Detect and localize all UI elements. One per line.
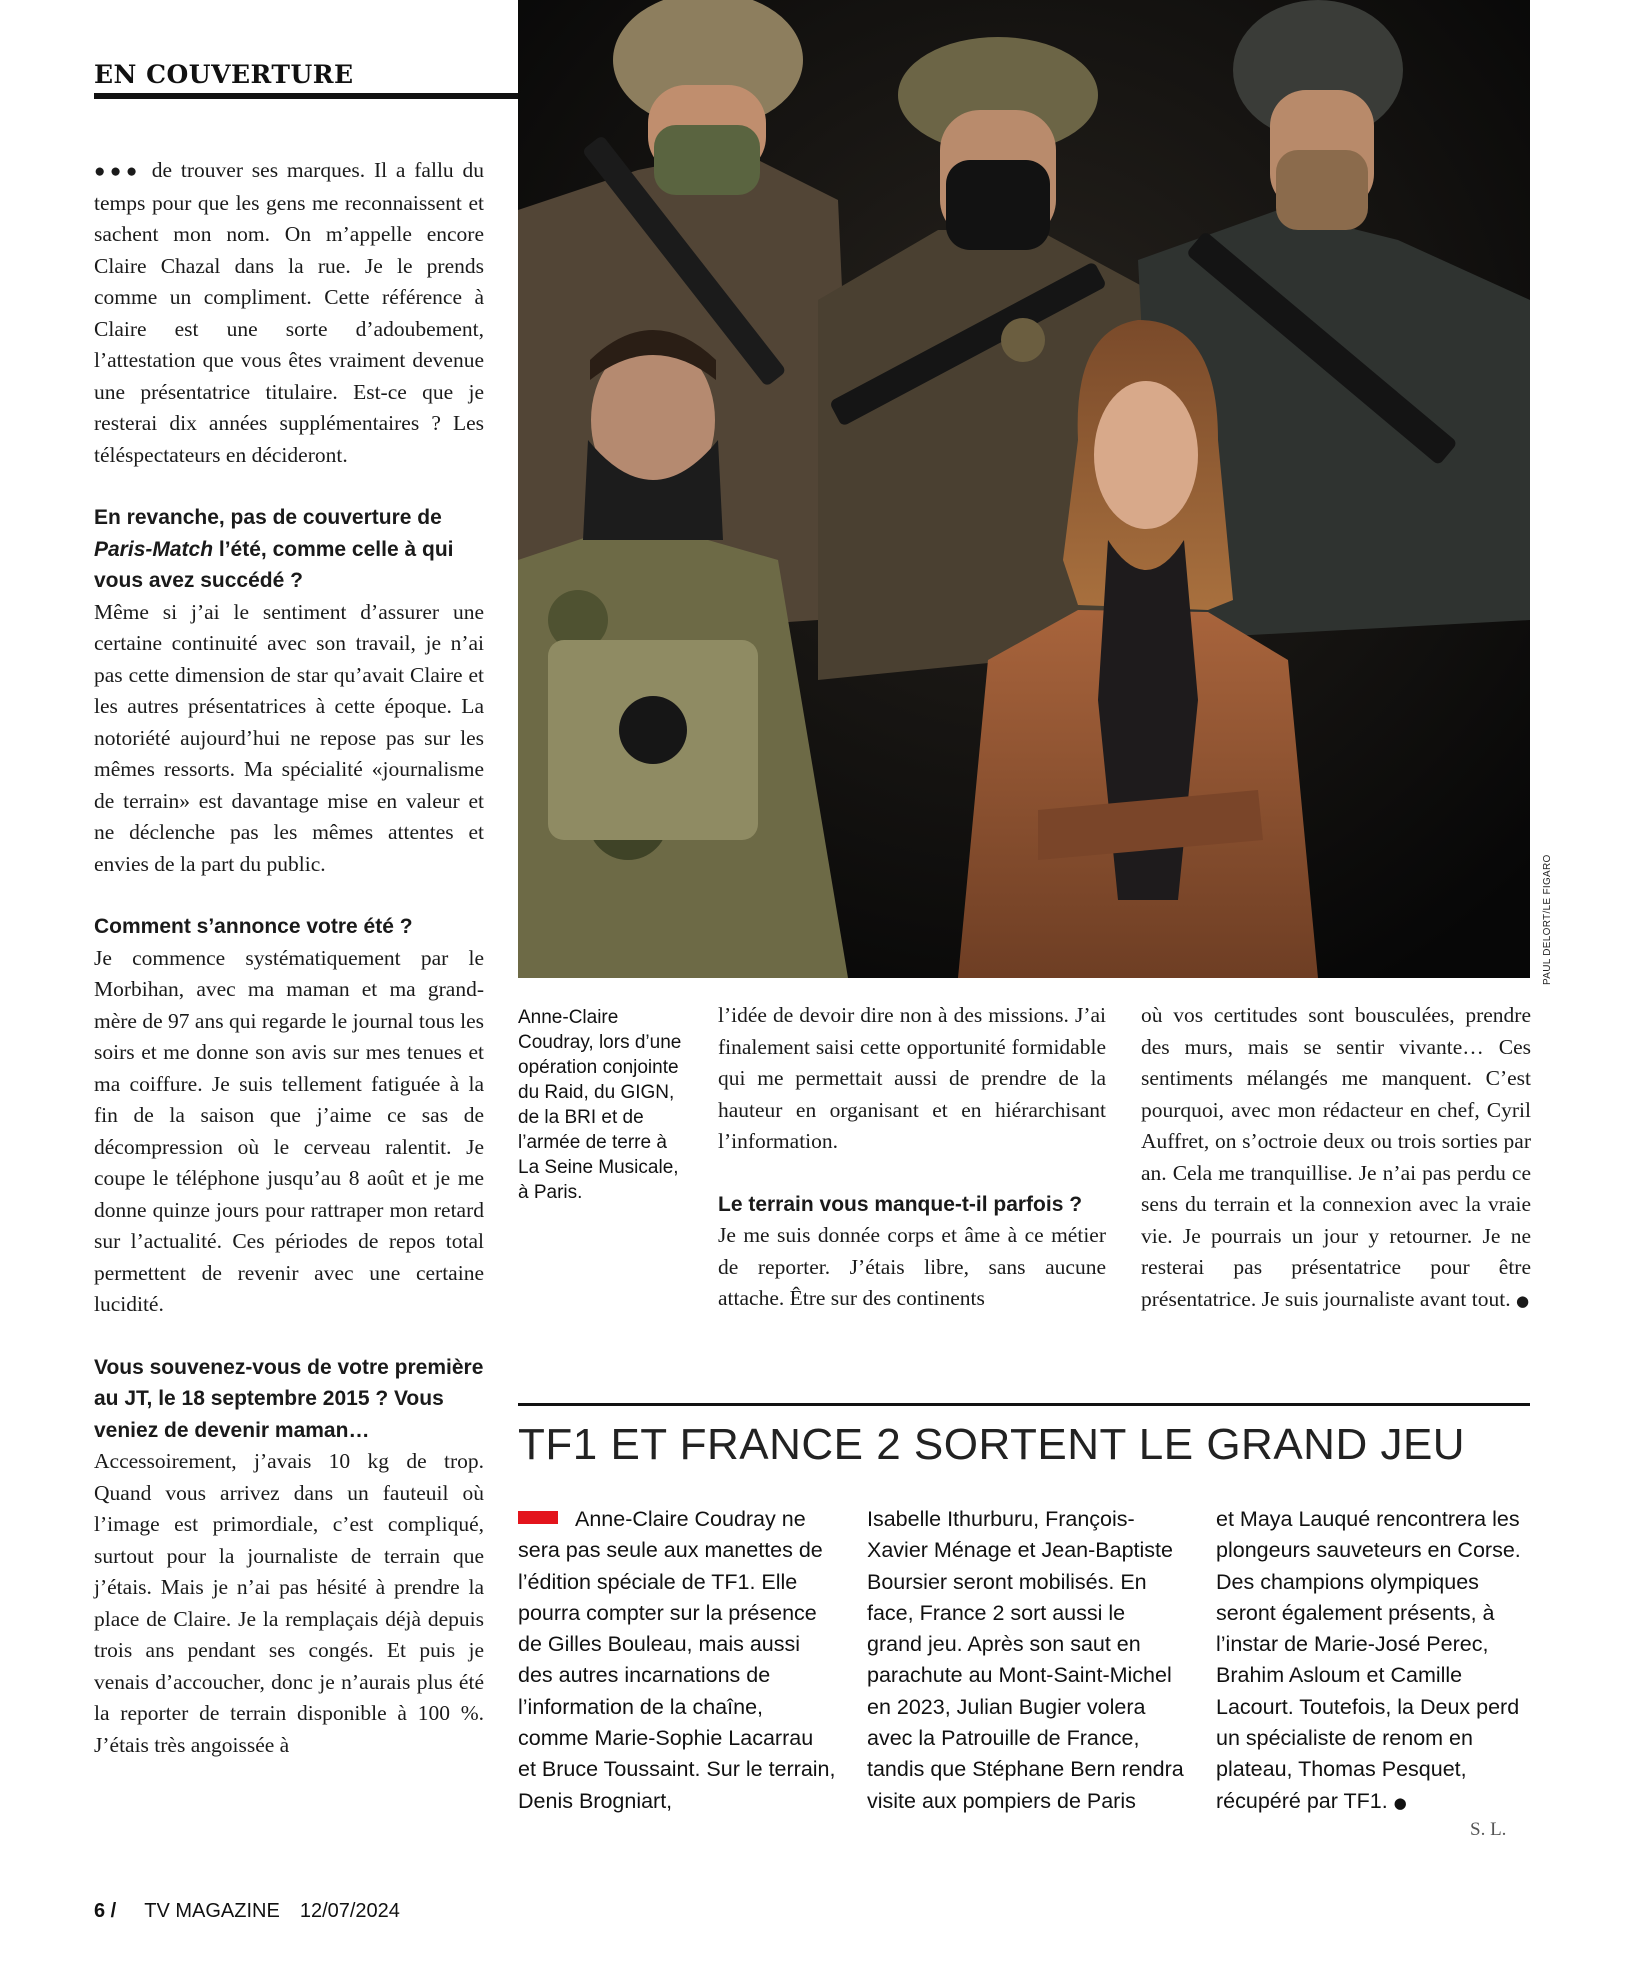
photo-caption: Anne-Claire Coudray, lors d’une opération conjointe du Raid, du GIGN, de la BRI et de l’armée de terre à La Seine Musicale, à Paris. — [518, 1007, 682, 1203]
page-number: 6 / — [94, 1900, 117, 1922]
box-top-rule — [518, 1403, 1530, 1406]
question-3: Vous souvenez-vous de votre première au JT, le 18 septembre 2015 ? Vous veniez de devenir maman… — [94, 1355, 484, 1442]
photo-illustration — [518, 0, 1530, 978]
author-signature: S. L. — [1470, 1819, 1507, 1840]
continued-text: l’idée de devoir dire non à des missions. J’ai finalement saisi cette opportunité formidable qui me permettait aussi de prendre de la hauteur en organisant et en hiérarchisant l’information. — [718, 1003, 1106, 1153]
intro-paragraph — [94, 155, 484, 471]
cover-photo — [518, 0, 1530, 978]
box-column-1: Anne-Claire Coudray ne sera pas seule aux manettes de l’édition spéciale de TF1. Elle pourra compter sur la présence de Gilles Bouleau, mais aussi des autres incarnations de l’information de la chaîne, comme Marie-Sophie Lacarrau et Bruce Toussaint. Sur le terrain, Denis Brogniart, — [518, 1507, 836, 1813]
article-column-middle — [718, 1000, 1106, 1315]
answer-4-part-1: Je me suis donnée corps et âme à ce métier de reporter. J’étais libre, sans aucune attache. Être sur des continents — [718, 1223, 1106, 1310]
magazine-name: Paris-Match — [94, 537, 214, 561]
question-1: En revanche, pas de couverture de Paris-Match l’été, comme celle à qui vous avez succédé ? — [94, 506, 454, 592]
end-of-article-mark: ● — [1515, 1291, 1530, 1310]
question-2: Comment s’annonce votre été ? — [94, 915, 413, 938]
magazine-title: TV MAGAZINE — [144, 1900, 280, 1922]
answer-4-part-2: où vos certitudes sont bousculées, prendre des murs, mais se sentir vivante… Ces sentiments mélangés me manquent. C’est pourquoi, avec mon rédacteur en chef, Cyril Auffret, on s’octroie deux ou trois sorties par an. Cela me tranquillise. Je n’ai pas perdu ce sens du terrain et la connexion avec la vraie vie. Je pourrais un jour y retourner. Je ne resterai pas présentatrice pour être présentatrice. Je suis journaliste avant tout. — [1141, 1003, 1531, 1311]
answer-1: Même si j’ai le sentiment d’assurer une certaine continuité avec son travail, je n’ai pas cette dimension de star qu’avait Claire et les autres présentatrices à cette époque. La notoriété aujourd’hui ne repose pas sur les mêmes ressorts. Ma spécialité «journalisme de terrain» est davantage mise en valeur et ne déclenche pas les mêmes attentes et envies de la part du public. — [94, 599, 484, 876]
issue-date: 12/07/2024 — [299, 1900, 400, 1922]
answer-3: Accessoirement, j’avais 10 kg de trop. Quand vous arrivez dans un fauteuil où l’image est primordiale, c’est compliqué, surtout pour la journaliste de terrain que j’étais. Mais je n’ai pas hésité à prendre la place de Claire. Je la remplaçais déjà depuis trois ans pendant ses congés. Et puis je venais d’accoucher, donc je n’aurais plus été la reporter de terrain disponible à 100 %. J’étais très angoissée à — [94, 1449, 484, 1757]
article-column-left — [94, 155, 484, 1761]
answer-2: Je commence systématiquement par le Morbihan, avec ma maman et ma grand-mère de 97 ans qui regarde le journal tous les soirs et me donne son avis sur mes tenues et ma coiffure. Je suis tellement fatiguée à la fin de la saison que j’aime ce sas de décompression où le cerveau ralentit. Je coupe le téléphone jusqu’au 8 août et je me donne quinze jours pour rattraper mon retard sur l’actualité. Ces périodes de repos total permettent de revenir avec une certaine lucidité. — [94, 945, 484, 1316]
red-accent-bar — [518, 1511, 558, 1524]
photo-credit: PAUL DELORT/LE FIGARO — [1542, 854, 1553, 985]
page-footer — [94, 1900, 400, 1923]
article-column-right — [1141, 1000, 1531, 1317]
box-end-mark: ● — [1393, 1793, 1407, 1812]
continuation-dots: ●●● — [94, 161, 142, 182]
question-4: Le terrain vous manque-t-il parfois ? — [718, 1192, 1083, 1216]
intro-text: de trouver ses marques. Il a fallu du temps pour que les gens me reconnaissent et sachent mon nom. On m’appelle encore Claire Chazal dans la rue. Je le prends comme un compliment. Cette référence à Claire est une sorte d’adoubement, l’attestation que vous êtes vraiment devenue une présentatrice titulaire. Est-ce que je resterai dix années supplémentaires ? Les téléspectateurs en décideront. — [94, 158, 484, 467]
box-column-2: Isabelle Ithurburu, François-Xavier Ménage et Jean-Baptiste Boursier seront mobilisés. En face, France 2 sort aussi le grand jeu. Après son saut en parachute au Mont-Saint-Michel en 2023, Julian Bugier volera avec la Patrouille de France, tandis que Stéphane Bern rendra visite aux pompiers de Paris — [867, 1507, 1184, 1813]
section-label: EN COUVERTURE — [94, 60, 518, 99]
box-column-3: et Maya Lauqué rencontrera les plongeurs sauveteurs en Corse. Des champions olympiques seront également présents, à l’instar de Marie-José Perec, Brahim Asloum et Camille Lacourt. Toutefois, la Deux perd un spécialiste de renom en plateau, Thomas Pesquet, récupéré par TF1. ● — [1216, 1507, 1521, 1813]
box-title: TF1 ET FRANCE 2 SORTENT LE GRAND JEU — [518, 1420, 1466, 1469]
